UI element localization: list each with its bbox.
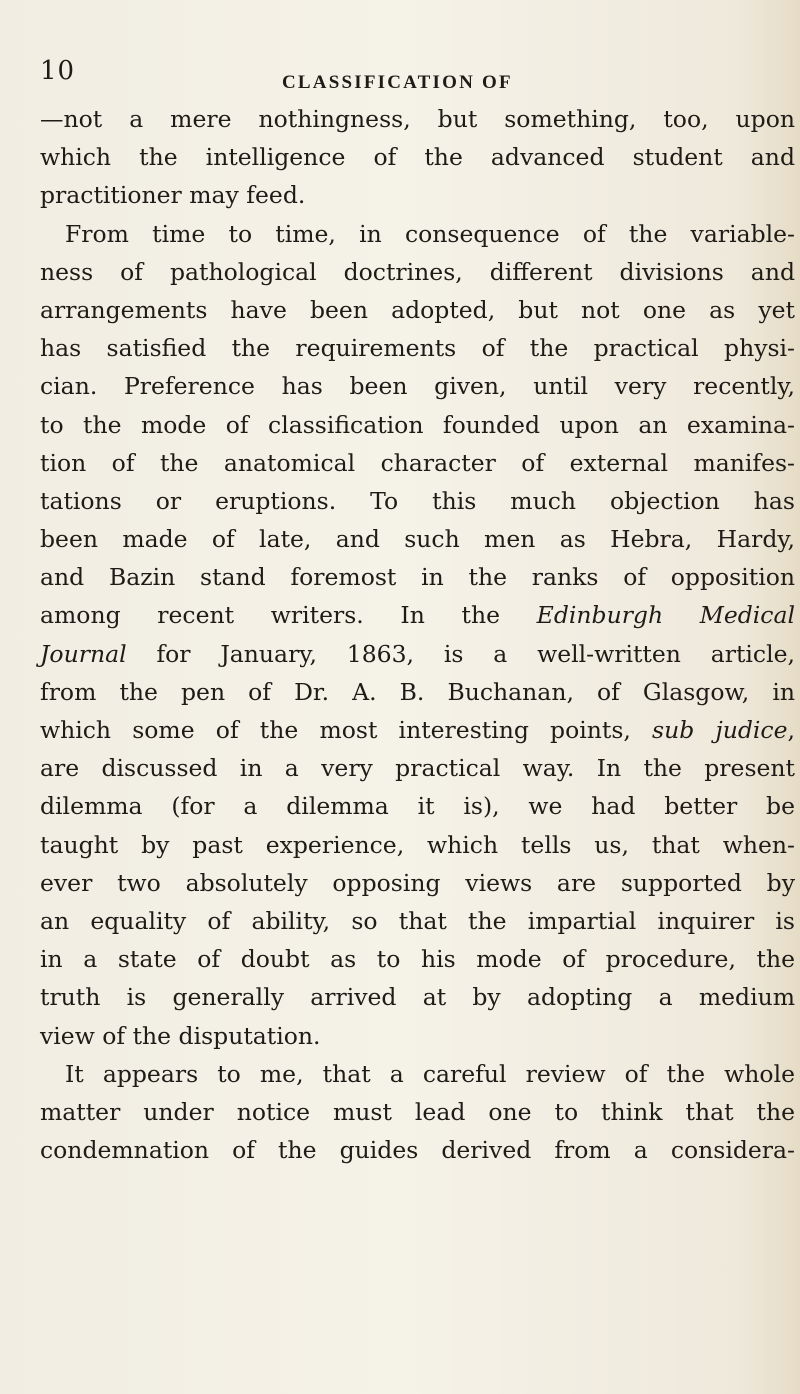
text-line — [40, 1017, 795, 1055]
text-segment: has satisfied the requirements of the practical physi- — [40, 334, 795, 363]
text-segment: tations or eruptions. To this much objection has — [40, 486, 795, 515]
text-segment: an equality of ability, so that the impartial inquirer is — [40, 906, 795, 935]
text-segment: dilemma (for a dilemma it is), we had better be — [40, 792, 795, 821]
text-line — [40, 444, 795, 482]
text-line — [40, 176, 795, 214]
text-segment: and Bazin stand foremost in the ranks of opposition — [40, 563, 795, 592]
text-segment: , — [787, 716, 795, 744]
text-line — [40, 902, 795, 940]
text-line — [40, 291, 795, 329]
text-segment: arrangements have been adopted, but not one as yet — [40, 295, 795, 324]
text-line — [40, 596, 795, 634]
text-segment: practitioner may feed. — [40, 181, 306, 210]
text-segment: view of the disputation. — [40, 1021, 321, 1050]
text-line — [40, 787, 795, 825]
running-head: CLASSIFICATION OF — [282, 72, 513, 93]
text-line — [40, 406, 795, 444]
text-segment: been made of late, and such men as Hebra, Hardy, — [40, 525, 795, 554]
text-line — [40, 558, 795, 596]
text-line — [40, 978, 795, 1016]
text-line — [40, 329, 795, 367]
text-segment: in a state of doubt as to his mode of procedure, the — [40, 945, 795, 974]
text-segment: are discussed in a very practical way. In the present — [40, 754, 795, 783]
text-line — [40, 864, 795, 902]
text-line — [40, 138, 795, 176]
text-segment: ever two absolutely opposing views are supported by — [40, 868, 795, 897]
text-segment: for January, 1863, is a well-written article, — [126, 639, 795, 668]
text-segment: condemnation of the guides derived from a considera- — [40, 1136, 795, 1165]
text-line — [40, 253, 795, 291]
text-line — [40, 520, 795, 558]
text-line — [40, 1055, 795, 1093]
page-number: 10 — [40, 56, 76, 86]
text-line — [40, 635, 795, 673]
text-segment: From time to time, in consequence of the variable- — [65, 219, 795, 248]
text-line — [40, 367, 795, 405]
text-line — [40, 215, 795, 253]
text-segment: to the mode of classification founded upon an examina- — [40, 410, 795, 439]
text-line — [40, 673, 795, 711]
italic-text: sub judice — [652, 716, 788, 744]
italic-text: Journal — [40, 639, 127, 668]
text-line — [40, 749, 795, 787]
text-line — [40, 482, 795, 520]
text-segment: truth is generally arrived at by adopting a medium — [40, 983, 795, 1012]
text-line — [40, 826, 795, 864]
body-text — [40, 100, 795, 1169]
text-segment: It appears to me, that a careful review of the whole — [65, 1059, 795, 1088]
text-line — [40, 100, 795, 138]
text-segment: matter under notice must lead one to think that the — [40, 1097, 795, 1126]
text-segment: taught by past experience, which tells us, that when- — [40, 830, 795, 859]
text-line — [40, 711, 795, 749]
text-line — [40, 1093, 795, 1131]
text-line — [40, 1131, 795, 1169]
italic-text: Edinburgh Medical — [536, 601, 795, 630]
text-segment: among recent writers. In the — [40, 601, 537, 630]
text-segment: which the intelligence of the advanced student and — [40, 143, 795, 172]
text-line — [40, 940, 795, 978]
text-segment: cian. Preference has been given, until very recently, — [40, 372, 795, 401]
text-segment: which some of the most interesting points, — [40, 716, 653, 744]
text-segment: ness of pathological doctrines, different divisions and — [40, 257, 795, 286]
text-segment: tion of the anatomical character of external manifes- — [40, 448, 795, 477]
text-segment: —not a mere nothingness, but something, too, upon — [40, 105, 795, 133]
text-segment: from the pen of Dr. A. B. Buchanan, of Glasgow, in — [40, 677, 795, 706]
